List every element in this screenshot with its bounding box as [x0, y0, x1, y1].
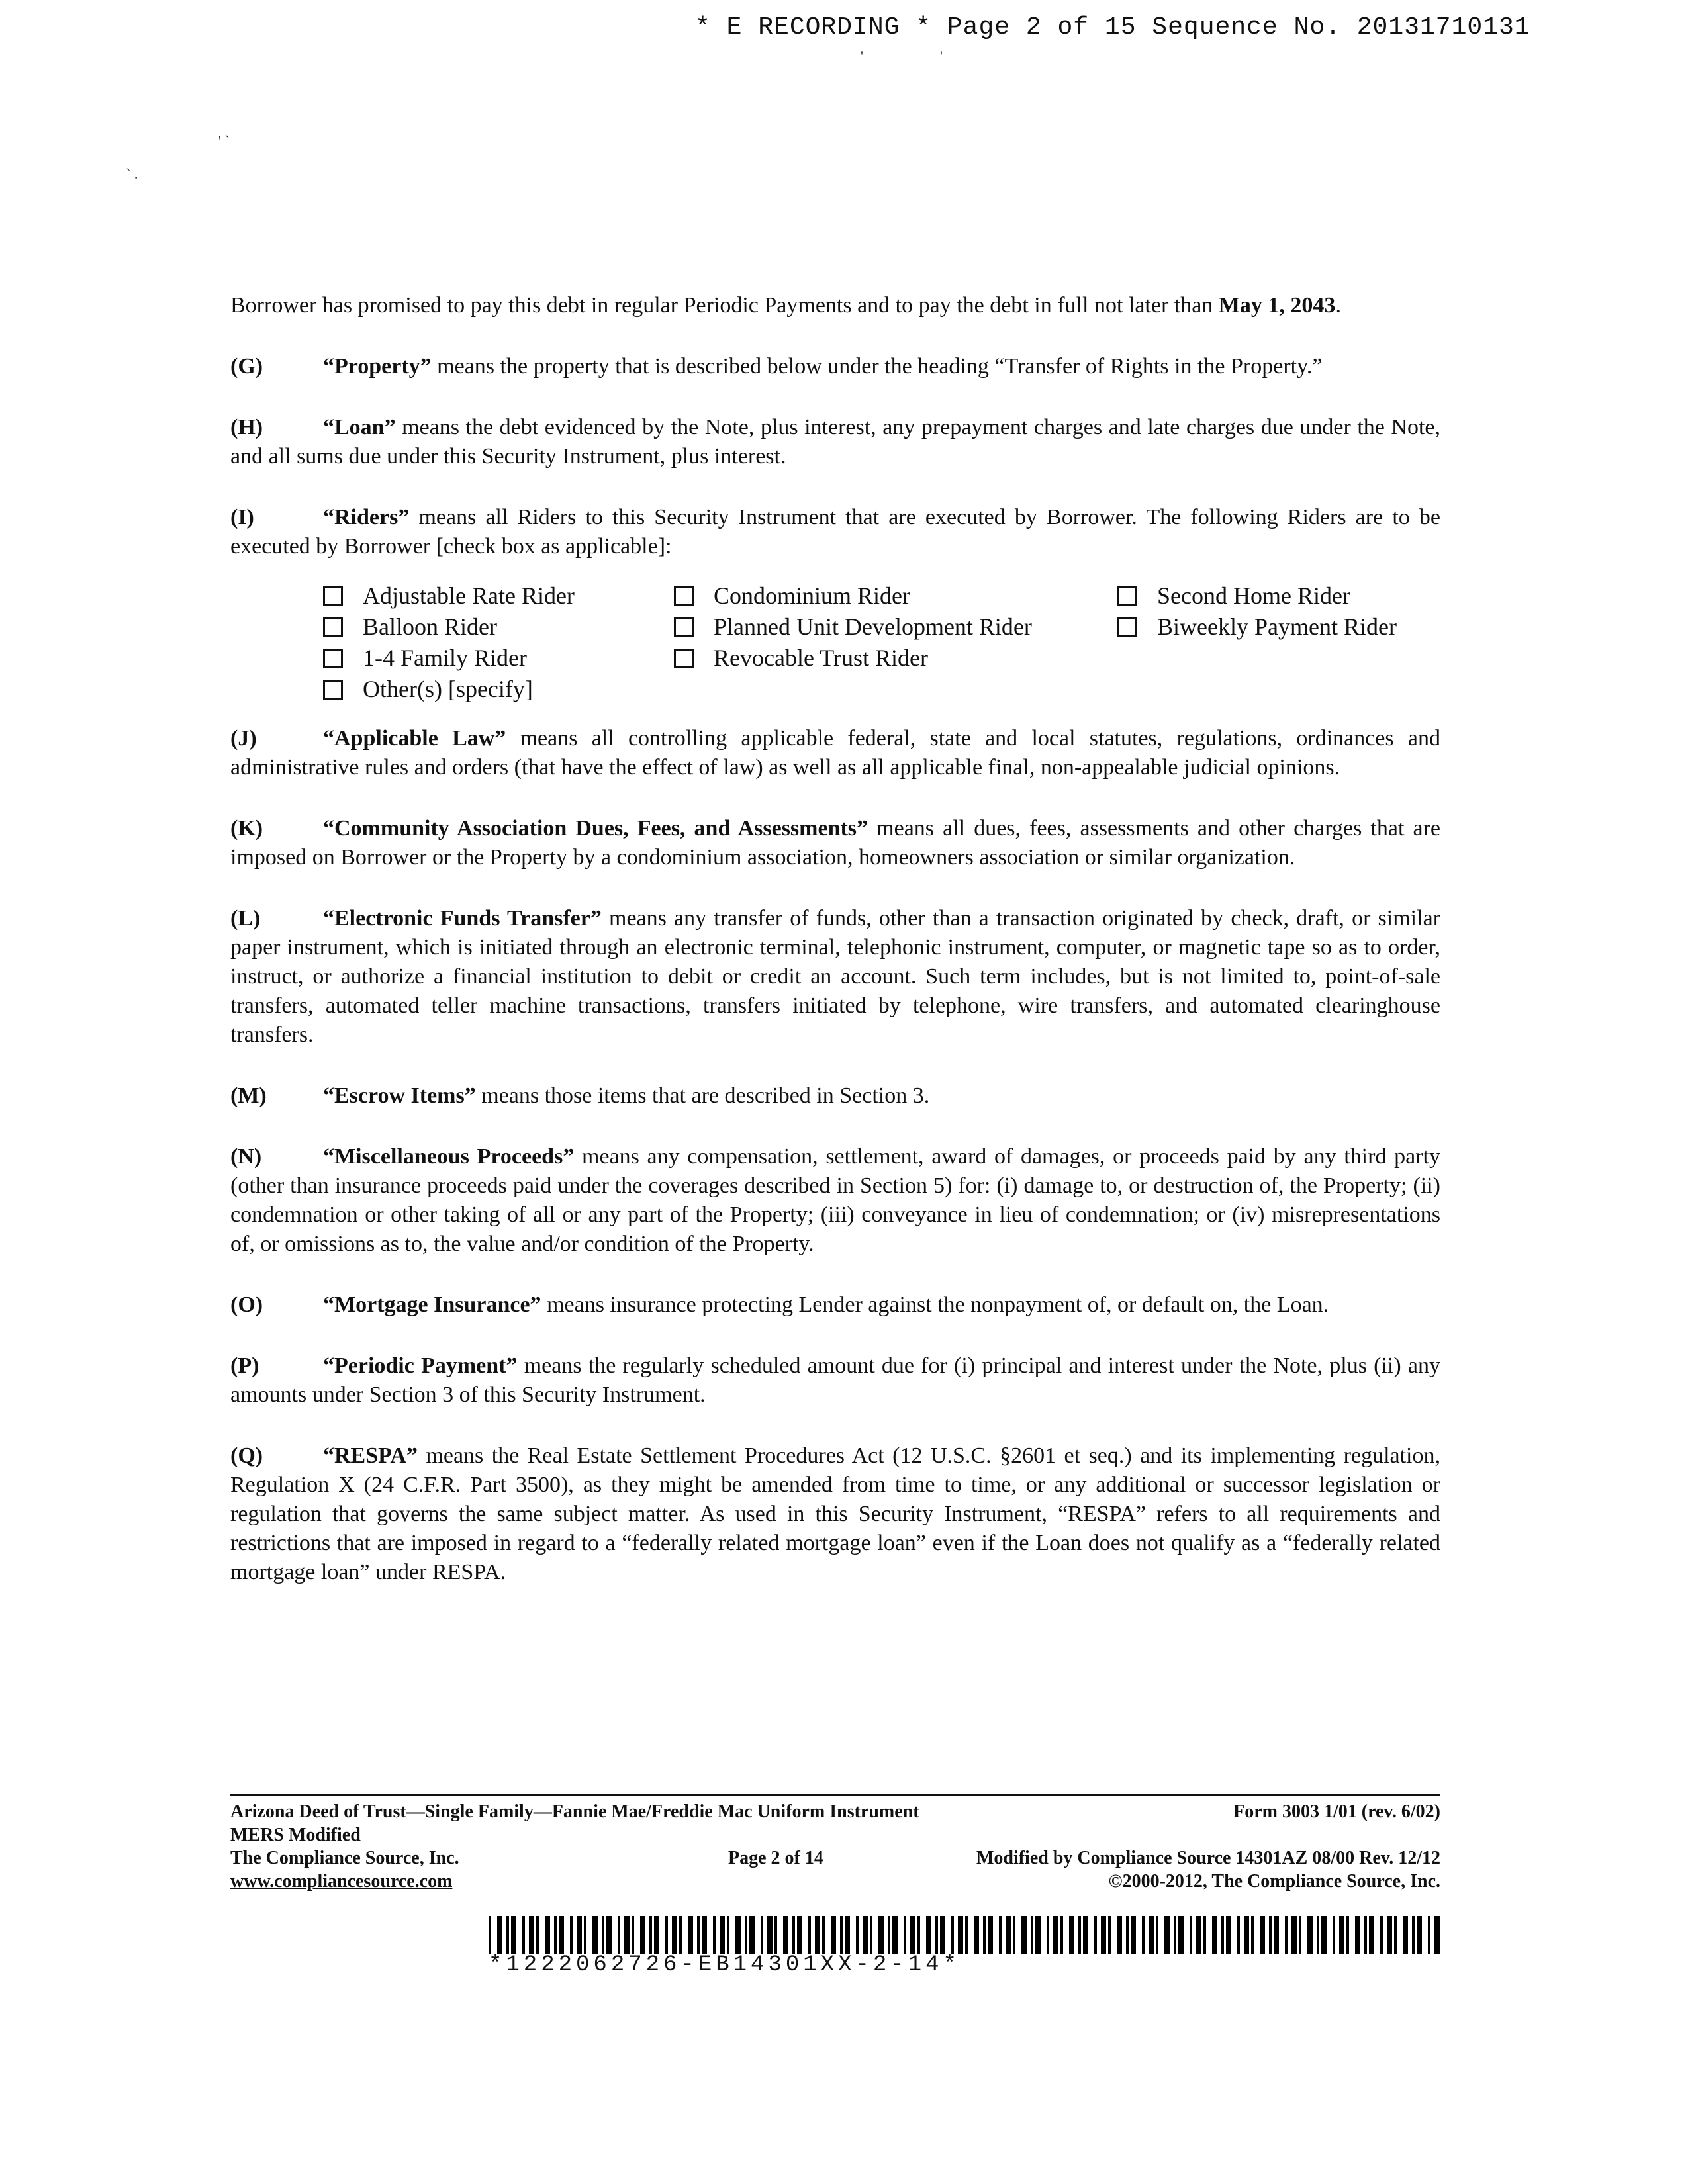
- intro-paragraph: [230, 291, 1440, 320]
- barcode-bar: [559, 1916, 564, 1954]
- section-k: [230, 814, 1440, 872]
- barcode-bar: [511, 1916, 516, 1954]
- barcode-bar: [1299, 1916, 1301, 1954]
- section-m: [230, 1081, 1440, 1111]
- scan-speck: ` .: [126, 165, 138, 182]
- rider-empty-cell: [1117, 643, 1462, 673]
- definition-text: means those items that are described in Section 3.: [475, 1083, 930, 1108]
- mers-label: MERS Modified: [230, 1825, 361, 1845]
- defined-term: “Electronic Funds Transfer”: [323, 906, 602, 931]
- barcode-bar: [797, 1916, 802, 1954]
- barcode-bar: [1021, 1916, 1027, 1954]
- maturity-date: May 1, 2043: [1218, 293, 1336, 318]
- barcode-bar: [935, 1916, 938, 1954]
- rider-biweekly-payment[interactable]: [1117, 612, 1462, 642]
- barcode-bar: [713, 1916, 716, 1954]
- checkbox-icon[interactable]: [674, 617, 694, 637]
- barcode-bar: [745, 1916, 747, 1954]
- rider-planned-unit-development[interactable]: [674, 612, 1117, 642]
- page-number: Page 2 of 14: [728, 1848, 823, 1868]
- section-letter: (N): [230, 1144, 262, 1169]
- rider-label: Second Home Rider: [1157, 582, 1350, 609]
- defined-term: “Community Association Dues, Fees, and Assessments”: [323, 816, 868, 841]
- definition-text: means the property that is described below under the heading “Transfer of Rights in the Property.”: [431, 354, 1323, 379]
- barcode-bar: [1387, 1916, 1392, 1954]
- barcode-bar: [1174, 1916, 1176, 1954]
- barcode-bar: [529, 1916, 534, 1954]
- barcode: [489, 1916, 1442, 1954]
- defined-term: “Loan”: [323, 415, 396, 439]
- barcode-bar: [774, 1916, 777, 1954]
- barcode-bar: [1226, 1916, 1231, 1954]
- barcode-bar: [767, 1916, 773, 1954]
- barcode-bar: [974, 1916, 979, 1954]
- barcode-bar: [506, 1916, 509, 1954]
- barcode-bar: [688, 1916, 693, 1954]
- barcode-bar: [1380, 1916, 1383, 1954]
- barcode-bar: [1164, 1916, 1170, 1954]
- riders-checklist: [323, 581, 1440, 704]
- form-title: Arizona Deed of Trust—Single Family—Fannie Mae/Freddie Mac Uniform Instrument: [230, 1801, 919, 1822]
- barcode-bar: [1156, 1916, 1158, 1954]
- barcode-bar: [870, 1916, 872, 1954]
- barcode-bar: [863, 1916, 868, 1954]
- barcode-bar: [1101, 1916, 1106, 1954]
- rider-other[interactable]: [323, 674, 674, 704]
- barcode-bar: [1364, 1916, 1367, 1954]
- section-q: [230, 1441, 1440, 1587]
- barcode-bar: [624, 1916, 630, 1954]
- barcode-bar: [702, 1916, 707, 1954]
- copyright: ©2000-2012, The Compliance Source, Inc.: [1108, 1871, 1440, 1891]
- barcode-bar: [1274, 1916, 1279, 1954]
- barcode-bar: [1269, 1916, 1272, 1954]
- rider-label: Revocable Trust Rider: [714, 645, 928, 671]
- rider-revocable-trust[interactable]: [674, 643, 1117, 673]
- document-body: [230, 291, 1440, 1619]
- barcode-bar: [831, 1916, 836, 1954]
- barcode-bar: [577, 1916, 582, 1954]
- barcode-bar: [697, 1916, 700, 1954]
- barcode-bar: [640, 1916, 645, 1954]
- footer-rule: [230, 1794, 1440, 1796]
- barcode-bar: [1108, 1916, 1111, 1954]
- definition-text: means all dues, fees, assessments and other charges that are imposed on Borrower or the Property by a condominium association, homeowners association or similar organization.: [230, 816, 1441, 870]
- website-link[interactable]: www.compliancesource.com: [230, 1871, 453, 1891]
- barcode-bar: [1428, 1916, 1430, 1954]
- barcode-bar: [1078, 1916, 1081, 1954]
- barcode-bar: [808, 1916, 811, 1954]
- barcode-bar: [988, 1916, 993, 1954]
- barcode-bar: [727, 1916, 729, 1954]
- barcode-bar: [1142, 1916, 1145, 1954]
- barcode-bar: [1285, 1916, 1288, 1954]
- barcode-bar: [1346, 1916, 1349, 1954]
- section-g: [230, 352, 1440, 381]
- definition-text: means any compensation, settlement, award of damages, or proceeds paid by any third party (other than insurance proceeds paid under the coverages described in Section 5) for: (i) damage to, or destruction of, the Property; (ii) condemnation or other taking of all or any part of the Property; (iii) conveyance in lieu of condemnation; or (iv) misrepresentations of, or omissions as to, the value and/or condition of the Property.: [230, 1144, 1440, 1256]
- barcode-bar: [1321, 1916, 1327, 1954]
- scan-speck: ' `: [218, 132, 230, 149]
- checkbox-icon[interactable]: [1117, 586, 1137, 606]
- barcode-bar: [536, 1916, 539, 1954]
- section-i: [230, 503, 1440, 561]
- defined-term: “Property”: [323, 354, 432, 379]
- barcode-bar: [1053, 1916, 1058, 1954]
- document-footer: [230, 1800, 1440, 1893]
- barcode-bar: [1417, 1916, 1422, 1954]
- defined-term: “Mortgage Insurance”: [323, 1293, 541, 1317]
- recording-header: * E RECORDING * Page 2 of 15 Sequence No. 20131710131: [695, 13, 1530, 42]
- barcode-bar: [1333, 1916, 1335, 1954]
- barcode-bar: [665, 1916, 668, 1954]
- barcode-bar: [570, 1916, 573, 1954]
- barcode-bar: [1006, 1916, 1011, 1954]
- barcode-bar: [1178, 1916, 1184, 1954]
- barcode-bar: [1035, 1916, 1041, 1954]
- section-letter: (K): [230, 816, 263, 841]
- checkbox-icon[interactable]: [323, 617, 343, 637]
- barcode-bar: [783, 1916, 788, 1954]
- rider-label: Other(s) [specify]: [363, 676, 533, 702]
- barcode-bar: [1251, 1916, 1254, 1954]
- barcode-bar: [1083, 1916, 1088, 1954]
- section-letter: (L): [230, 906, 261, 931]
- section-l: [230, 904, 1440, 1050]
- rider-adjustable-rate[interactable]: [323, 581, 674, 611]
- rider-label: Biweekly Payment Rider: [1157, 614, 1397, 640]
- barcode-bar: [749, 1916, 755, 1954]
- checkbox-icon[interactable]: [674, 649, 694, 668]
- footer-row: [230, 1800, 1440, 1823]
- barcode-bar: [965, 1916, 968, 1954]
- defined-term: “Periodic Payment”: [323, 1353, 518, 1378]
- barcode-bar: [1094, 1916, 1097, 1954]
- definition-text: means all Riders to this Security Instrument that are executed by Borrower. The following Riders are to be executed by Borrower [check box as applicable]:: [230, 505, 1440, 559]
- barcode-bar: [1190, 1916, 1192, 1954]
- scan-speck: ': [940, 48, 943, 64]
- barcode-bar: [856, 1916, 859, 1954]
- barcode-bar: [618, 1916, 620, 1954]
- section-letter: (G): [230, 354, 263, 379]
- barcode-bar: [1221, 1916, 1224, 1954]
- rider-balloon[interactable]: [323, 612, 674, 642]
- checkbox-icon[interactable]: [1117, 617, 1137, 637]
- section-o: [230, 1291, 1440, 1320]
- barcode-bar: [958, 1916, 963, 1954]
- definition-text: means insurance protecting Lender against the nonpayment of, or default on, the Loan.: [541, 1293, 1329, 1317]
- rider-label: Adjustable Rate Rider: [363, 582, 575, 609]
- barcode-bar: [822, 1916, 825, 1954]
- checkbox-icon[interactable]: [323, 586, 343, 606]
- rider-label: Condominium Rider: [714, 582, 910, 609]
- section-letter: (H): [230, 415, 263, 439]
- barcode-bar: [679, 1916, 682, 1954]
- barcode-bar: [892, 1916, 898, 1954]
- barcode-bar: [606, 1916, 612, 1954]
- definition-text: means the debt evidenced by the Note, plus interest, any prepayment charges and late charges due under the Note, and all sums due under this Security Instrument, plus interest.: [230, 415, 1440, 469]
- definition-text: means the Real Estate Settlement Procedures Act (12 U.S.C. §2601 et seq.) and its implementing regulation, Regulation X (24 C.F.R. Part 3500), as they might be amended from time to time, or any additional or successor legislation or regulation that governs the same subject matter. As used in this Security Instrument, “RESPA” refers to all requirements and restrictions that are imposed in regard to a “federally related mortgage loan” even if the Loan does not qualify as a “federally related mortgage loan” under RESPA.: [230, 1443, 1440, 1584]
- barcode-bar: [792, 1916, 795, 1954]
- definition-text: means any transfer of funds, other than a transaction originated by check, draft, or similar paper instrument, which is initiated through an electronic terminal, telephonic instrument, computer, or magnetic tape so as to order, instruct, or authorize a financial institution to debit or credit an account. Such term includes, but is not limited to, point-of-sale transfers, automated teller machine transactions, transfers initiated by telephone, wire transfers, and automated clearinghouse transfers.: [230, 906, 1440, 1047]
- barcode-bar: [888, 1916, 890, 1954]
- defined-term: “Applicable Law”: [323, 726, 506, 751]
- section-letter: (I): [230, 505, 254, 529]
- barcode-bar: [1369, 1916, 1374, 1954]
- rider-condominium[interactable]: [674, 581, 1117, 611]
- barcode-bar: [1196, 1916, 1201, 1954]
- barcode-bar: [735, 1916, 741, 1954]
- barcode-bar: [1069, 1916, 1074, 1954]
- barcode-bar: [1403, 1916, 1408, 1954]
- barcode-bar: [815, 1916, 820, 1954]
- intro-end: .: [1335, 293, 1341, 318]
- rider-label: Planned Unit Development Rider: [714, 614, 1032, 640]
- defined-term: “Escrow Items”: [323, 1083, 476, 1108]
- section-n: [230, 1142, 1440, 1259]
- company-name: The Compliance Source, Inc.: [230, 1848, 459, 1868]
- barcode-bar: [917, 1916, 920, 1954]
- barcode-bar: [672, 1916, 677, 1954]
- barcode-bar: [951, 1916, 954, 1954]
- barcode-bar: [649, 1916, 652, 1954]
- barcode-bar: [1317, 1916, 1319, 1954]
- barcode-bar: [904, 1916, 906, 1954]
- scan-speck: ': [861, 48, 863, 64]
- barcode-bar: [1412, 1916, 1415, 1954]
- barcode-bar: [554, 1916, 557, 1954]
- barcode-bar: [592, 1916, 598, 1954]
- barcode-bar: [1013, 1916, 1015, 1954]
- barcode-bar: [1394, 1916, 1397, 1954]
- section-letter: (M): [230, 1083, 267, 1108]
- barcode-bar: [1291, 1916, 1297, 1954]
- barcode-bar: [602, 1916, 604, 1954]
- barcode-bar: [654, 1916, 659, 1954]
- footer-row: [230, 1846, 1440, 1870]
- footer-row: [230, 1870, 1440, 1893]
- section-letter: (P): [230, 1353, 259, 1378]
- rider-label: Balloon Rider: [363, 614, 497, 640]
- barcode-bar: [1212, 1916, 1217, 1954]
- barcode-bar: [545, 1916, 550, 1954]
- section-letter: (O): [230, 1293, 263, 1317]
- barcode-bar: [1117, 1916, 1122, 1954]
- section-j: [230, 724, 1440, 782]
- rider-label: 1-4 Family Rider: [363, 645, 527, 671]
- barcode-bar: [1260, 1916, 1265, 1954]
- barcode-bar: [1047, 1916, 1049, 1954]
- barcode-bar: [1149, 1916, 1154, 1954]
- section-h: [230, 413, 1440, 471]
- section-letter: (J): [230, 726, 257, 751]
- form-number: Form 3003 1/01 (rev. 6/02): [1233, 1801, 1440, 1822]
- barcode-bar: [584, 1916, 586, 1954]
- checkbox-icon[interactable]: [323, 649, 343, 668]
- barcode-bar: [983, 1916, 986, 1954]
- barcode-bar: [878, 1916, 884, 1954]
- barcode-text: *1222062726-EB14301XX-2-14*: [489, 1952, 961, 1978]
- barcode-bar: [1131, 1916, 1136, 1954]
- defined-term: “Miscellaneous Proceeds”: [323, 1144, 575, 1169]
- barcode-bar: [1203, 1916, 1206, 1954]
- barcode-bar: [1031, 1916, 1033, 1954]
- barcode-bar: [926, 1916, 931, 1954]
- barcode-bar: [845, 1916, 850, 1954]
- barcode-bar: [910, 1916, 915, 1954]
- barcode-bar: [632, 1916, 634, 1954]
- barcode-bar: [1434, 1916, 1440, 1954]
- checkbox-icon[interactable]: [323, 680, 343, 700]
- section-letter: (Q): [230, 1443, 263, 1468]
- defined-term: “Riders”: [323, 505, 410, 529]
- rider-1-4-family[interactable]: [323, 643, 674, 673]
- definition-text: means the regularly scheduled amount due for (i) principal and interest under the Note, plus (ii) any amounts under Section 3 of this Security Instrument.: [230, 1353, 1440, 1407]
- barcode-bar: [761, 1916, 763, 1954]
- barcode-bar: [720, 1916, 725, 1954]
- barcode-bar: [1339, 1916, 1344, 1954]
- modified-note: Modified by Compliance Source 14301AZ 08/00 Rev. 12/12: [976, 1848, 1440, 1868]
- barcode-bar: [1060, 1916, 1063, 1954]
- barcode-bar: [840, 1916, 843, 1954]
- barcode-bar: [497, 1916, 502, 1954]
- rider-second-home[interactable]: [1117, 581, 1462, 611]
- footer-row: [230, 1823, 1440, 1846]
- checkbox-icon[interactable]: [674, 586, 694, 606]
- defined-term: “RESPA”: [323, 1443, 418, 1468]
- barcode-bar: [1244, 1916, 1249, 1954]
- barcode-bar: [1126, 1916, 1129, 1954]
- barcode-bar: [940, 1916, 945, 1954]
- barcode-bar: [1307, 1916, 1313, 1954]
- barcode-bar: [522, 1916, 525, 1954]
- intro-text: Borrower has promised to pay this debt in regular Periodic Payments and to pay the debt in full not later than: [230, 293, 1219, 318]
- barcode-bar: [489, 1916, 491, 1954]
- definition-text: means all controlling applicable federal, state and local statutes, regulations, ordinances and administrative rules and orders (that have the effect of law) as well as all applicable final, non-appealable judicial opinions.: [230, 726, 1440, 780]
- barcode-bar: [999, 1916, 1002, 1954]
- barcode-bar: [1355, 1916, 1360, 1954]
- section-p: [230, 1351, 1440, 1410]
- barcode-bar: [1237, 1916, 1240, 1954]
